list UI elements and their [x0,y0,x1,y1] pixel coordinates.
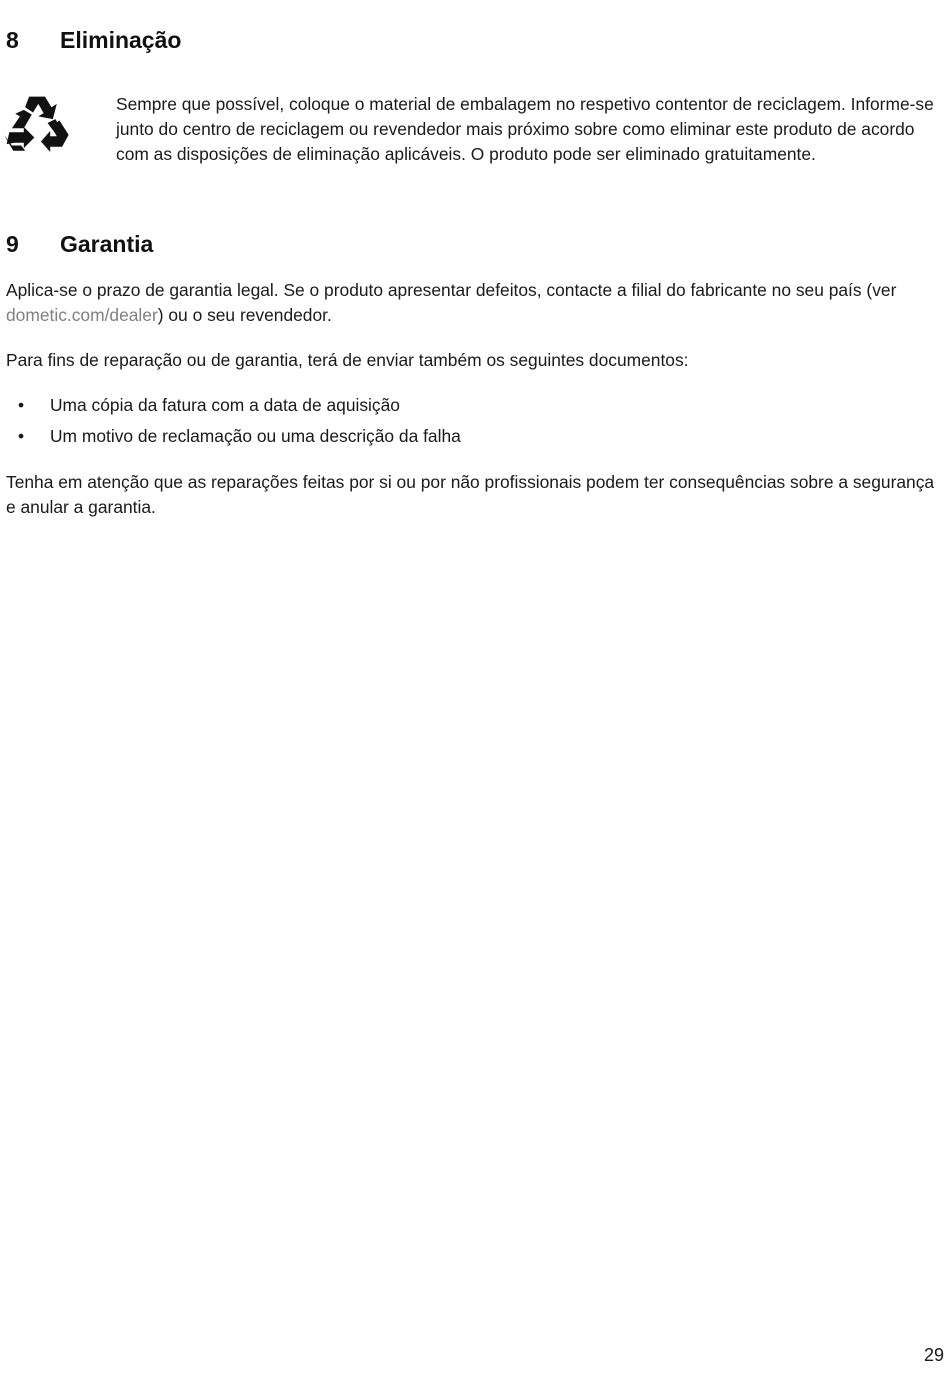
disposal-paragraph: Sempre que possível, coloque o material de embalagem no respetivo contentor de reciclagem. Informe-se junto do centro de reciclagem ou revendedor mais próximo sobre como eliminar este produto de acordo com as disposições de eliminação aplicáveis. O produto pode ser eliminado gratuitamente. [116,94,934,164]
section-number: 8 [6,27,19,53]
list-item-text: Uma cópia da fatura com a data de aquisição [50,395,400,415]
list-item [6,393,906,418]
page-number: 29 [923,1345,944,1365]
list-item-text: Um motivo de reclamação ou uma descrição da falha [50,426,461,446]
warranty-paragraph-1 [6,278,938,328]
bullet-icon: • [18,426,25,446]
warranty-paragraph-2: Para fins de reparação ou de garantia, terá de enviar também os seguintes documentos: [6,350,689,370]
dealer-link[interactable]: dometic.com/dealer [6,305,158,325]
section-heading-warranty [6,230,153,258]
warranty-text-after-link: ) ou o seu revendedor. [157,305,332,325]
section-title: Garantia [60,231,154,257]
list-item [6,424,906,449]
bullet-icon: • [18,395,25,415]
documents-list [6,393,906,455]
warranty-paragraph-3: Tenha em atenção que as reparações feitas por si ou por não profissionais podem ter consequências sobre a segurança e anular a garantia. [6,472,935,517]
recycle-icon [4,94,70,156]
warranty-text-before-link: Aplica-se o prazo de garantia legal. Se o produto apresentar defeitos, contacte a filial do fabricante no seu país (ver [6,280,897,300]
section-title: Eliminação [60,27,182,53]
section-number: 9 [6,231,19,257]
section-heading-disposal [6,26,181,54]
